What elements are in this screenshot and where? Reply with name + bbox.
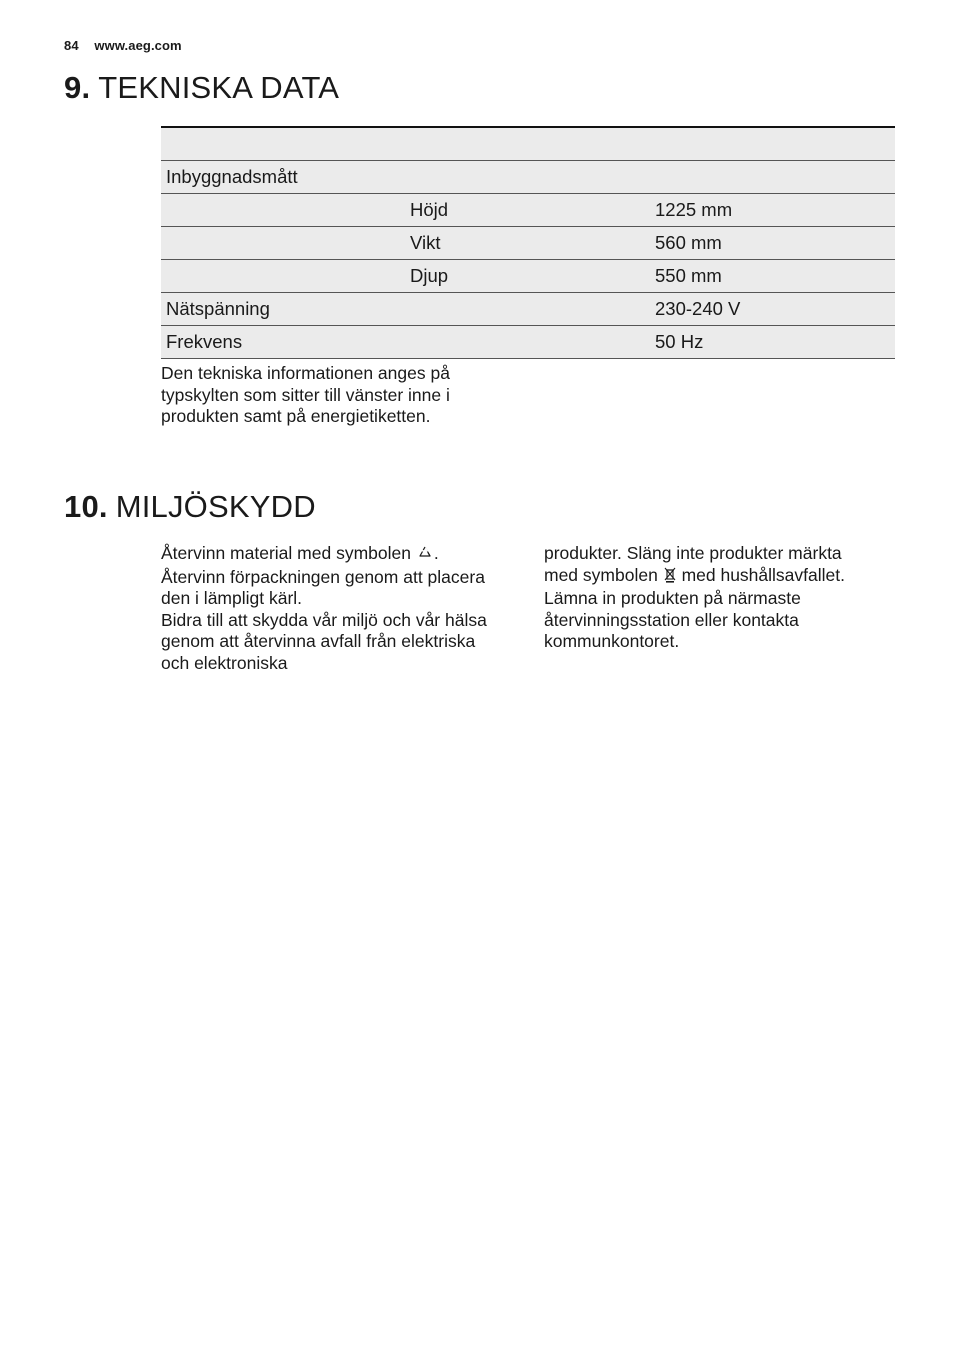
section-10-heading: MILJÖSKYDD <box>115 489 316 524</box>
technical-data-table <box>161 126 895 359</box>
table-row <box>161 194 895 227</box>
section-9-title <box>64 72 339 103</box>
frequency-value: 50 Hz <box>650 326 895 359</box>
environment-text-right <box>544 543 874 653</box>
protect-environment-text: Bidra till att skydda vår miljö och vår hälsa genom att återvinna avfall från elektriska och elektroniska <box>161 609 487 673</box>
crossed-bin-icon <box>664 567 676 589</box>
table-row <box>161 161 895 194</box>
recycle-sentence-end: . Återvinn förpackningen genom att placera den i lämpligt kärl. <box>161 543 485 608</box>
section-9-number: 9. <box>64 70 91 105</box>
voltage-value: 230-240 V <box>650 293 895 326</box>
recycle-icon <box>417 545 433 567</box>
section-9-heading: TEKNISKA DATA <box>98 70 340 105</box>
frequency-label: Frekvens <box>161 326 405 359</box>
dimension-value: 550 mm <box>650 260 895 293</box>
table-header-row <box>161 127 895 161</box>
dimension-label: Vikt <box>405 227 650 260</box>
table-row <box>161 260 895 293</box>
group-label: Inbyggnadsmått <box>161 161 405 194</box>
dimension-label: Djup <box>405 260 650 293</box>
dimension-label: Höjd <box>405 194 650 227</box>
page-number: 84 <box>64 38 79 53</box>
disposal-sentence-start: produkter. Släng inte produkter märkta med symbolen <box>544 543 842 585</box>
disposal-sentence-end: med hushållsavfallet. Lämna in produkten på närmaste återvinningsstation eller kontakta kommunkontoret. <box>544 564 845 651</box>
environment-text-left <box>161 543 491 674</box>
table-row <box>161 293 895 326</box>
table-row <box>161 227 895 260</box>
recycle-sentence-start: Återvinn material med symbolen <box>161 543 411 563</box>
dimension-value: 560 mm <box>650 227 895 260</box>
table-row <box>161 326 895 359</box>
page-header <box>64 38 182 53</box>
website-link[interactable]: www.aeg.com <box>94 38 182 53</box>
technical-note: Den tekniska informationen anges på typskylten som sitter till vänster inne i produkten samt på energietiketten. <box>161 363 450 426</box>
dimension-value: 1225 mm <box>650 194 895 227</box>
section-10-title <box>64 491 316 522</box>
voltage-label: Nätspänning <box>161 293 405 326</box>
section-10-number: 10. <box>64 489 108 524</box>
